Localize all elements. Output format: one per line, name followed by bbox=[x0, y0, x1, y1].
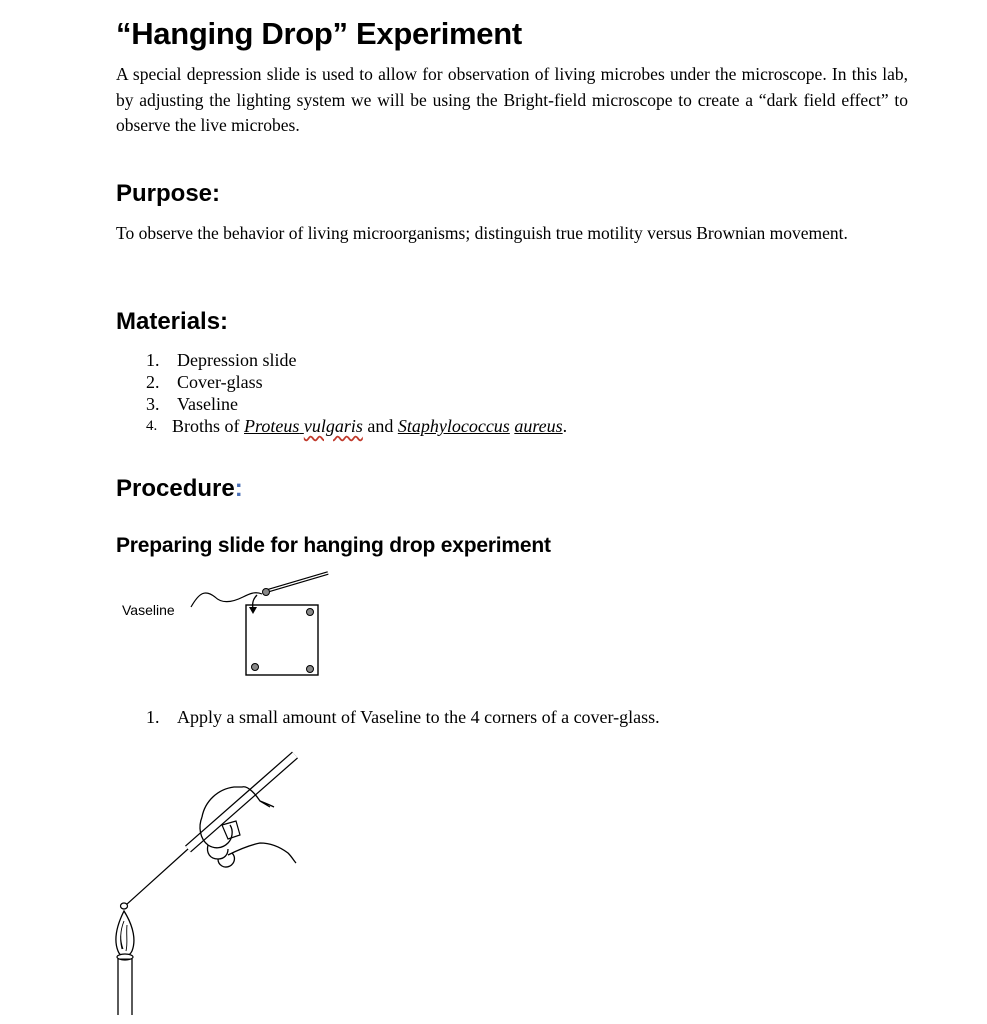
materials-list bbox=[146, 349, 567, 437]
procedure-heading bbox=[116, 475, 243, 503]
hand-palm bbox=[228, 843, 296, 863]
list-item bbox=[146, 349, 567, 371]
vaseline-dot bbox=[252, 664, 259, 671]
loop-handle-inner bbox=[188, 755, 295, 849]
list-text: Vaseline bbox=[177, 394, 238, 414]
hand-knuckle bbox=[222, 821, 240, 839]
species-epithet-1: vulgaris bbox=[303, 416, 363, 436]
materials-heading: Materials: bbox=[116, 308, 229, 335]
loop-tip bbox=[121, 903, 128, 909]
list-number: 1. bbox=[146, 350, 160, 370]
list-item bbox=[146, 371, 567, 393]
vaseline-dot bbox=[307, 609, 314, 616]
item4-suffix: . bbox=[562, 416, 568, 436]
cover-glass-figure bbox=[185, 565, 345, 685]
step-text: Apply a small amount of Vaseline to the 4 corners of a cover-glass. bbox=[177, 707, 660, 727]
list-item bbox=[146, 415, 567, 437]
purpose-text: To observe the behavior of living microorganisms; distinguish true motility versus Brownian movement. bbox=[116, 223, 848, 243]
hand-loop-flame-figure bbox=[110, 745, 310, 1015]
list-text bbox=[172, 415, 567, 437]
item4-joiner: and bbox=[362, 416, 398, 436]
species-genus-2: Staphylococcus bbox=[397, 416, 510, 436]
step-number: 1. bbox=[146, 707, 160, 727]
loop-wire bbox=[126, 849, 188, 905]
applicator-stick-inner bbox=[267, 573, 328, 591]
list-item bbox=[146, 393, 567, 415]
arrow-head bbox=[249, 607, 257, 614]
procedure-step bbox=[146, 707, 660, 728]
list-text: Depression slide bbox=[177, 350, 297, 370]
arrow-line bbox=[253, 595, 257, 609]
intro-paragraph: A special depression slide is used to allow for observation of living microbes under the microscope. In this lab, by adjusting the lighting system we will be using the Bright-field microscope to create a “dark field effect” to observe the live microbes. bbox=[116, 64, 908, 135]
list-number: 3. bbox=[146, 394, 160, 414]
page-title: “Hanging Drop” Experiment bbox=[116, 16, 522, 51]
list-number: 4. bbox=[146, 418, 158, 434]
flame-inner bbox=[121, 921, 127, 951]
species-genus-1: Proteus bbox=[244, 416, 300, 436]
figure-label-vaseline: Vaseline bbox=[122, 602, 175, 618]
list-text: Cover-glass bbox=[177, 372, 263, 392]
list-number: 2. bbox=[146, 372, 160, 392]
flame bbox=[116, 911, 134, 956]
applicator-tip bbox=[263, 589, 270, 596]
procedure-heading-colon: : bbox=[234, 475, 243, 502]
purpose-heading: Purpose: bbox=[116, 180, 221, 207]
procedure-heading-text: Procedure bbox=[116, 475, 235, 502]
species-epithet-2: aureus bbox=[514, 416, 563, 436]
vaseline-dot bbox=[307, 666, 314, 673]
item4-prefix: Broths of bbox=[172, 416, 244, 436]
procedure-subheading: Preparing slide for hanging drop experiment bbox=[116, 534, 551, 557]
